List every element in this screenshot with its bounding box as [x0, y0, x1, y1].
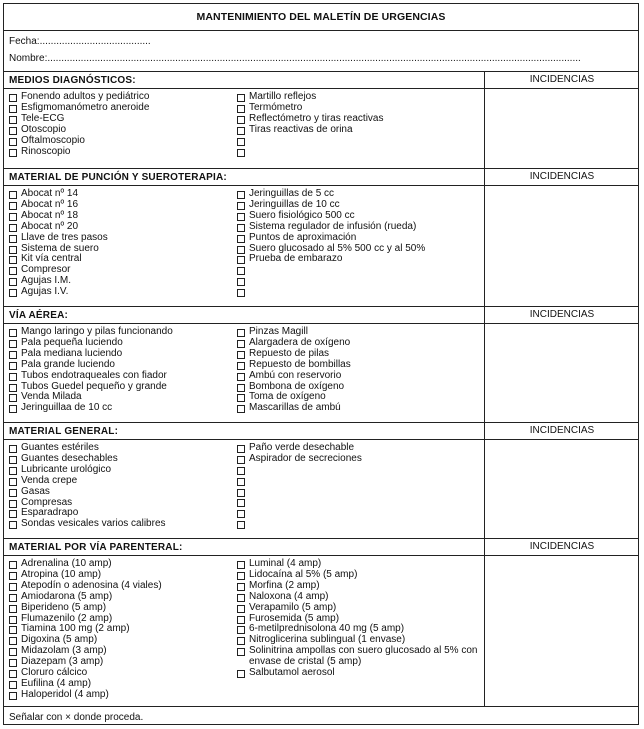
checkbox[interactable] — [237, 605, 245, 613]
checkbox[interactable] — [237, 670, 245, 678]
section-header — [4, 538, 638, 556]
checkbox[interactable] — [237, 489, 245, 497]
checkbox[interactable] — [9, 594, 17, 602]
checkbox[interactable] — [9, 500, 17, 508]
checklist-item — [237, 508, 482, 519]
checkbox[interactable] — [237, 105, 245, 113]
checkbox[interactable] — [237, 384, 245, 392]
checklist-item-label: Tubos endotraqueales con fiador — [21, 369, 167, 381]
checklist-item-label: 6-metilprednisolona 40 mg (5 amp) — [249, 623, 405, 635]
section-body — [4, 186, 638, 307]
section-title: MATERIAL DE PUNCIÓN Y SUEROTERAPIA: — [9, 172, 227, 183]
checklist-item-label: Tele-ECG — [21, 112, 65, 124]
checklist-item-label: Jeringuillas de 5 cc — [249, 188, 335, 199]
checklist-item — [237, 125, 482, 136]
checklist-item — [237, 476, 482, 487]
checklist-item-label: Pinzas Magill — [249, 326, 308, 337]
checkbox[interactable] — [237, 626, 245, 634]
checkbox[interactable] — [9, 405, 17, 413]
checklist-item-label: Agujas I.M. — [21, 275, 72, 287]
checklist-item-label: Abocat nº 16 — [21, 198, 79, 210]
checkbox[interactable] — [9, 362, 17, 370]
checklist-item-label: Flumazenilo (2 amp) — [21, 612, 113, 624]
checklist-item-label: Suero glucosado al 5% 500 cc y al 50% — [249, 242, 426, 254]
checklist-item-label: Amiodarona (5 amp) — [21, 590, 113, 602]
checklist-item-label: Esparadrapo — [21, 507, 79, 519]
checkbox[interactable] — [9, 329, 17, 337]
checkbox[interactable] — [237, 510, 245, 518]
checklist-item-label: Atepodín o adenosina (4 viales) — [21, 579, 162, 591]
checkbox[interactable] — [237, 373, 245, 381]
checklist-column — [9, 327, 237, 414]
form-title: MANTENIMIENTO DEL MALETÍN DE URGENCIAS — [4, 4, 638, 31]
checklist-item-label: Jeringuillaa de 10 cc — [21, 402, 113, 414]
checklist-item-label: Paño verde desechable — [249, 442, 355, 453]
checklist-item-label: Diazepam (3 amp) — [21, 656, 104, 668]
checkbox[interactable] — [9, 670, 17, 678]
fecha-field[interactable]: Fecha:........................................ — [9, 36, 151, 47]
checkbox[interactable] — [9, 605, 17, 613]
checkbox[interactable] — [9, 583, 17, 591]
checklist-item-label: Llave de tres pasos — [21, 231, 108, 243]
checklist-item — [237, 454, 482, 465]
checklist-item — [237, 668, 482, 679]
checkbox[interactable] — [9, 149, 17, 157]
checkbox[interactable] — [9, 340, 17, 348]
checklist-item-label: Nitroglicerina sublingual (1 envase) — [249, 634, 406, 646]
section-title: VÍA AÉREA: — [9, 310, 69, 321]
checklist-column — [9, 443, 237, 530]
checklist-item-label: Mascarillas de ambú — [249, 402, 341, 414]
checklist-item — [237, 287, 482, 298]
section-title: MATERIAL GENERAL: — [9, 426, 119, 437]
checklist-item — [9, 287, 237, 298]
checklist-item-label: Repuesto de bombillas — [249, 358, 351, 370]
section-body — [4, 324, 638, 423]
checklist-item-label: Luminal (4 amp) — [249, 558, 322, 569]
checklist-item-label: Venda crepe — [21, 474, 78, 486]
checklist-item-label: Kit vía central — [21, 253, 82, 265]
checklist-item-label: Gasas — [21, 485, 50, 497]
section-header — [4, 422, 638, 440]
checklist-item-label: Prueba de embarazo — [249, 253, 343, 265]
checklist-item-label: Biperideno (5 amp) — [21, 601, 107, 613]
checklist-item-label: Pala grande luciendo — [21, 358, 115, 370]
checkbox[interactable] — [237, 127, 245, 135]
checklist-item-label: Alargadera de oxígeno — [249, 336, 351, 348]
checkbox[interactable] — [237, 213, 245, 221]
checklist-column — [237, 189, 482, 298]
checkbox[interactable] — [9, 456, 17, 464]
checkbox[interactable] — [9, 235, 17, 243]
checklist-item-label: Lubricante urológico — [21, 463, 112, 475]
checklist-item — [9, 690, 237, 701]
checklist-item-label: Morfina (2 amp) — [249, 579, 320, 591]
checkbox[interactable] — [9, 681, 17, 689]
checkbox[interactable] — [9, 94, 17, 102]
incidencias-cell[interactable] — [485, 324, 638, 423]
checkbox[interactable] — [9, 445, 17, 453]
section-body — [4, 89, 638, 169]
checklist-item-label: Repuesto de pilas — [249, 347, 330, 359]
checklist-item-label: Salbutamol aerosol — [249, 667, 335, 679]
checklist-item — [237, 487, 482, 498]
checklist-column — [237, 443, 482, 530]
checklist-item-label: Sistema de suero — [21, 242, 99, 254]
checklist-item — [237, 254, 482, 265]
checkbox[interactable] — [237, 478, 245, 486]
checkbox[interactable] — [9, 489, 17, 497]
checklist-column — [237, 327, 482, 414]
checkbox[interactable] — [9, 478, 17, 486]
checklist-item-label: Puntos de aproximación — [249, 231, 357, 243]
checkbox[interactable] — [9, 373, 17, 381]
checkbox[interactable] — [9, 213, 17, 221]
checkbox[interactable] — [237, 94, 245, 102]
checkbox[interactable] — [9, 572, 17, 580]
checklist-item — [237, 497, 482, 508]
checklist-item-label: Sistema regulador de infusión (rueda) — [249, 220, 417, 232]
checkbox[interactable] — [237, 637, 245, 645]
checklist-item-label: Tiras reactivas de orina — [249, 123, 353, 135]
checkbox[interactable] — [9, 256, 17, 264]
checkbox[interactable] — [9, 637, 17, 645]
checkbox[interactable] — [9, 616, 17, 624]
checklist-column — [9, 189, 237, 298]
checklist-item-label: Solinitrina ampollas con suero glucosado al 5% con envase de cristal (5 amp) — [249, 645, 478, 668]
incidencias-cell[interactable] — [485, 89, 638, 169]
checklist-item-label: Ambú con reservorio — [249, 369, 342, 381]
checkbox[interactable] — [237, 467, 245, 475]
section-body — [4, 440, 638, 539]
section-body — [4, 556, 638, 706]
checklist-item-label: Fonendo adultos y pediátrico — [21, 91, 150, 102]
checkbox[interactable] — [9, 138, 17, 146]
incidencias-header: INCIDENCIAS — [484, 169, 639, 185]
checklist-item — [237, 136, 482, 147]
checkbox[interactable] — [237, 394, 245, 402]
checkbox[interactable] — [9, 224, 17, 232]
checklist-item-label: Digoxina (5 amp) — [21, 634, 98, 646]
checkbox[interactable] — [237, 456, 245, 464]
incidencias-cell[interactable] — [485, 186, 638, 307]
checkbox[interactable] — [9, 659, 17, 667]
checklist-item-label: Compresas — [21, 496, 73, 508]
checklist-item-label: Reflectómetro y tiras reactivas — [249, 112, 384, 124]
checklist-item-label: Eufilina (4 amp) — [21, 677, 92, 689]
checkbox[interactable] — [237, 235, 245, 243]
checklist-column — [237, 92, 482, 157]
checklist-item-label: Verapamilo (5 amp) — [249, 601, 337, 613]
checkbox[interactable] — [9, 626, 17, 634]
checklist-item-label: Haloperidol (4 amp) — [21, 688, 109, 700]
section-header — [4, 168, 638, 186]
checkbox[interactable] — [237, 289, 245, 297]
checkbox[interactable] — [9, 692, 17, 700]
checklist-item-label: Rinoscopio — [21, 145, 71, 157]
checkbox[interactable] — [9, 384, 17, 392]
checkbox[interactable] — [9, 267, 17, 275]
checkbox[interactable] — [237, 561, 245, 569]
checkbox[interactable] — [237, 116, 245, 124]
checklist-item-label: Toma de oxígeno — [249, 391, 326, 403]
checkbox[interactable] — [9, 561, 17, 569]
checkbox[interactable] — [9, 116, 17, 124]
checkbox[interactable] — [237, 191, 245, 199]
checklist-item-label: Lidocaína al 5% (5 amp) — [249, 568, 358, 580]
checklist-item-label: Oftalmoscopio — [21, 134, 85, 146]
checkbox[interactable] — [237, 445, 245, 453]
checklist-item-label: Atropina (10 amp) — [21, 568, 102, 580]
checkbox[interactable] — [9, 521, 17, 529]
checklist-item-label: Pala mediana luciendo — [21, 347, 123, 359]
checkbox[interactable] — [9, 105, 17, 113]
checklist-item-label: Bombona de oxígeno — [249, 380, 345, 392]
checkbox[interactable] — [237, 246, 245, 254]
checklist-item-label: Adrenalina (10 amp) — [21, 558, 112, 569]
checklist-item-label: Aspirador de secreciones — [249, 452, 362, 464]
checkbox[interactable] — [9, 246, 17, 254]
checklist-item-label: Pala pequeña luciendo — [21, 336, 123, 348]
checkbox[interactable] — [237, 340, 245, 348]
checklist-item-label: Compresor — [21, 264, 71, 276]
checklist-item-label: Termómetro — [249, 101, 303, 113]
checkbox[interactable] — [9, 648, 17, 656]
checkbox[interactable] — [237, 267, 245, 275]
checkbox[interactable] — [237, 583, 245, 591]
section-title: MEDIOS DIAGNÓSTICOS: — [9, 75, 136, 86]
checkbox[interactable] — [237, 149, 245, 157]
checkbox[interactable] — [9, 394, 17, 402]
section-header — [4, 306, 638, 324]
checklist-item-label: Jeringuillas de 10 cc — [249, 198, 340, 210]
checklist-item-label: Esfigmomanómetro aneroide — [21, 101, 150, 113]
incidencias-header: INCIDENCIAS — [484, 423, 639, 439]
checklist-item-label: Agujas I.V. — [21, 286, 69, 298]
checklist-column — [9, 559, 237, 701]
checklist-item-label: Abocat nº 18 — [21, 209, 79, 221]
checkbox[interactable] — [237, 572, 245, 580]
checklist-item-label: Sondas vesicales varios calibres — [21, 518, 166, 530]
incidencias-cell[interactable] — [485, 440, 638, 539]
checkbox[interactable] — [237, 405, 245, 413]
section-title: MATERIAL POR VÍA PARENTERAL: — [9, 542, 183, 553]
checkbox[interactable] — [9, 202, 17, 210]
checklist-item — [237, 519, 482, 530]
checklist-item — [9, 519, 237, 530]
checkbox[interactable] — [237, 648, 245, 656]
checklist-item-label: Midazolam (3 amp) — [21, 645, 107, 657]
checklist-item-label: Naloxona (4 amp) — [249, 590, 329, 602]
footer-note: Señalar con × donde proceda. — [9, 712, 144, 723]
checklist-item — [237, 276, 482, 287]
checkbox[interactable] — [237, 202, 245, 210]
checklist-item — [9, 403, 237, 414]
checklist-column — [9, 92, 237, 157]
checklist-item-label: Cloruro cálcico — [21, 667, 88, 679]
checkbox[interactable] — [9, 289, 17, 297]
checklist-item-label: Abocat nº 20 — [21, 220, 79, 232]
checklist-item-label: Abocat nº 14 — [21, 188, 79, 199]
checkbox[interactable] — [237, 329, 245, 337]
checklist-item — [9, 147, 237, 158]
checkbox[interactable] — [9, 191, 17, 199]
checkbox[interactable] — [237, 362, 245, 370]
checkbox[interactable] — [237, 256, 245, 264]
checklist-item-label: Tubos Guedel pequeño y grande — [21, 380, 167, 392]
incidencias-cell[interactable] — [485, 556, 638, 706]
checkbox[interactable] — [237, 224, 245, 232]
checklist-item — [237, 265, 482, 276]
checklist-item-label: Guantes desechables — [21, 452, 118, 464]
checkbox[interactable] — [237, 616, 245, 624]
checklist-item — [237, 465, 482, 476]
checklist-item-label: Guantes estériles — [21, 442, 99, 453]
checkbox[interactable] — [9, 467, 17, 475]
checklist-item-label: Otoscopio — [21, 123, 67, 135]
checklist-item-label: Tiamina 100 mg (2 amp) — [21, 623, 130, 635]
checkbox[interactable] — [237, 594, 245, 602]
checkbox[interactable] — [9, 351, 17, 359]
checklist-item-label: Mango laringo y pilas funcionando — [21, 326, 173, 337]
checkbox[interactable] — [9, 278, 17, 286]
checklist-item-label: Furosemida (5 amp) — [249, 612, 340, 624]
nombre-field[interactable]: Nombre:................................................................................................................................................................................................ — [9, 53, 581, 64]
checkbox[interactable] — [237, 351, 245, 359]
incidencias-header: INCIDENCIAS — [484, 307, 639, 323]
section-header — [4, 71, 638, 89]
checklist-item — [237, 646, 482, 668]
checkbox[interactable] — [9, 127, 17, 135]
checkbox[interactable] — [237, 499, 245, 507]
checklist-item — [237, 147, 482, 158]
checklist-item-label: Martillo reflejos — [249, 91, 317, 102]
maintenance-form — [3, 3, 639, 725]
checklist-item — [237, 403, 482, 414]
checkbox[interactable] — [237, 278, 245, 286]
checklist-item-label: Venda Milada — [21, 391, 82, 403]
checkbox[interactable] — [237, 138, 245, 146]
checklist-column — [237, 559, 482, 679]
incidencias-header: INCIDENCIAS — [484, 539, 639, 555]
footer — [4, 706, 638, 726]
checkbox[interactable] — [9, 510, 17, 518]
checklist-item-label: Suero fisiológico 500 cc — [249, 209, 355, 221]
incidencias-header: INCIDENCIAS — [484, 72, 639, 88]
checkbox[interactable] — [237, 521, 245, 529]
